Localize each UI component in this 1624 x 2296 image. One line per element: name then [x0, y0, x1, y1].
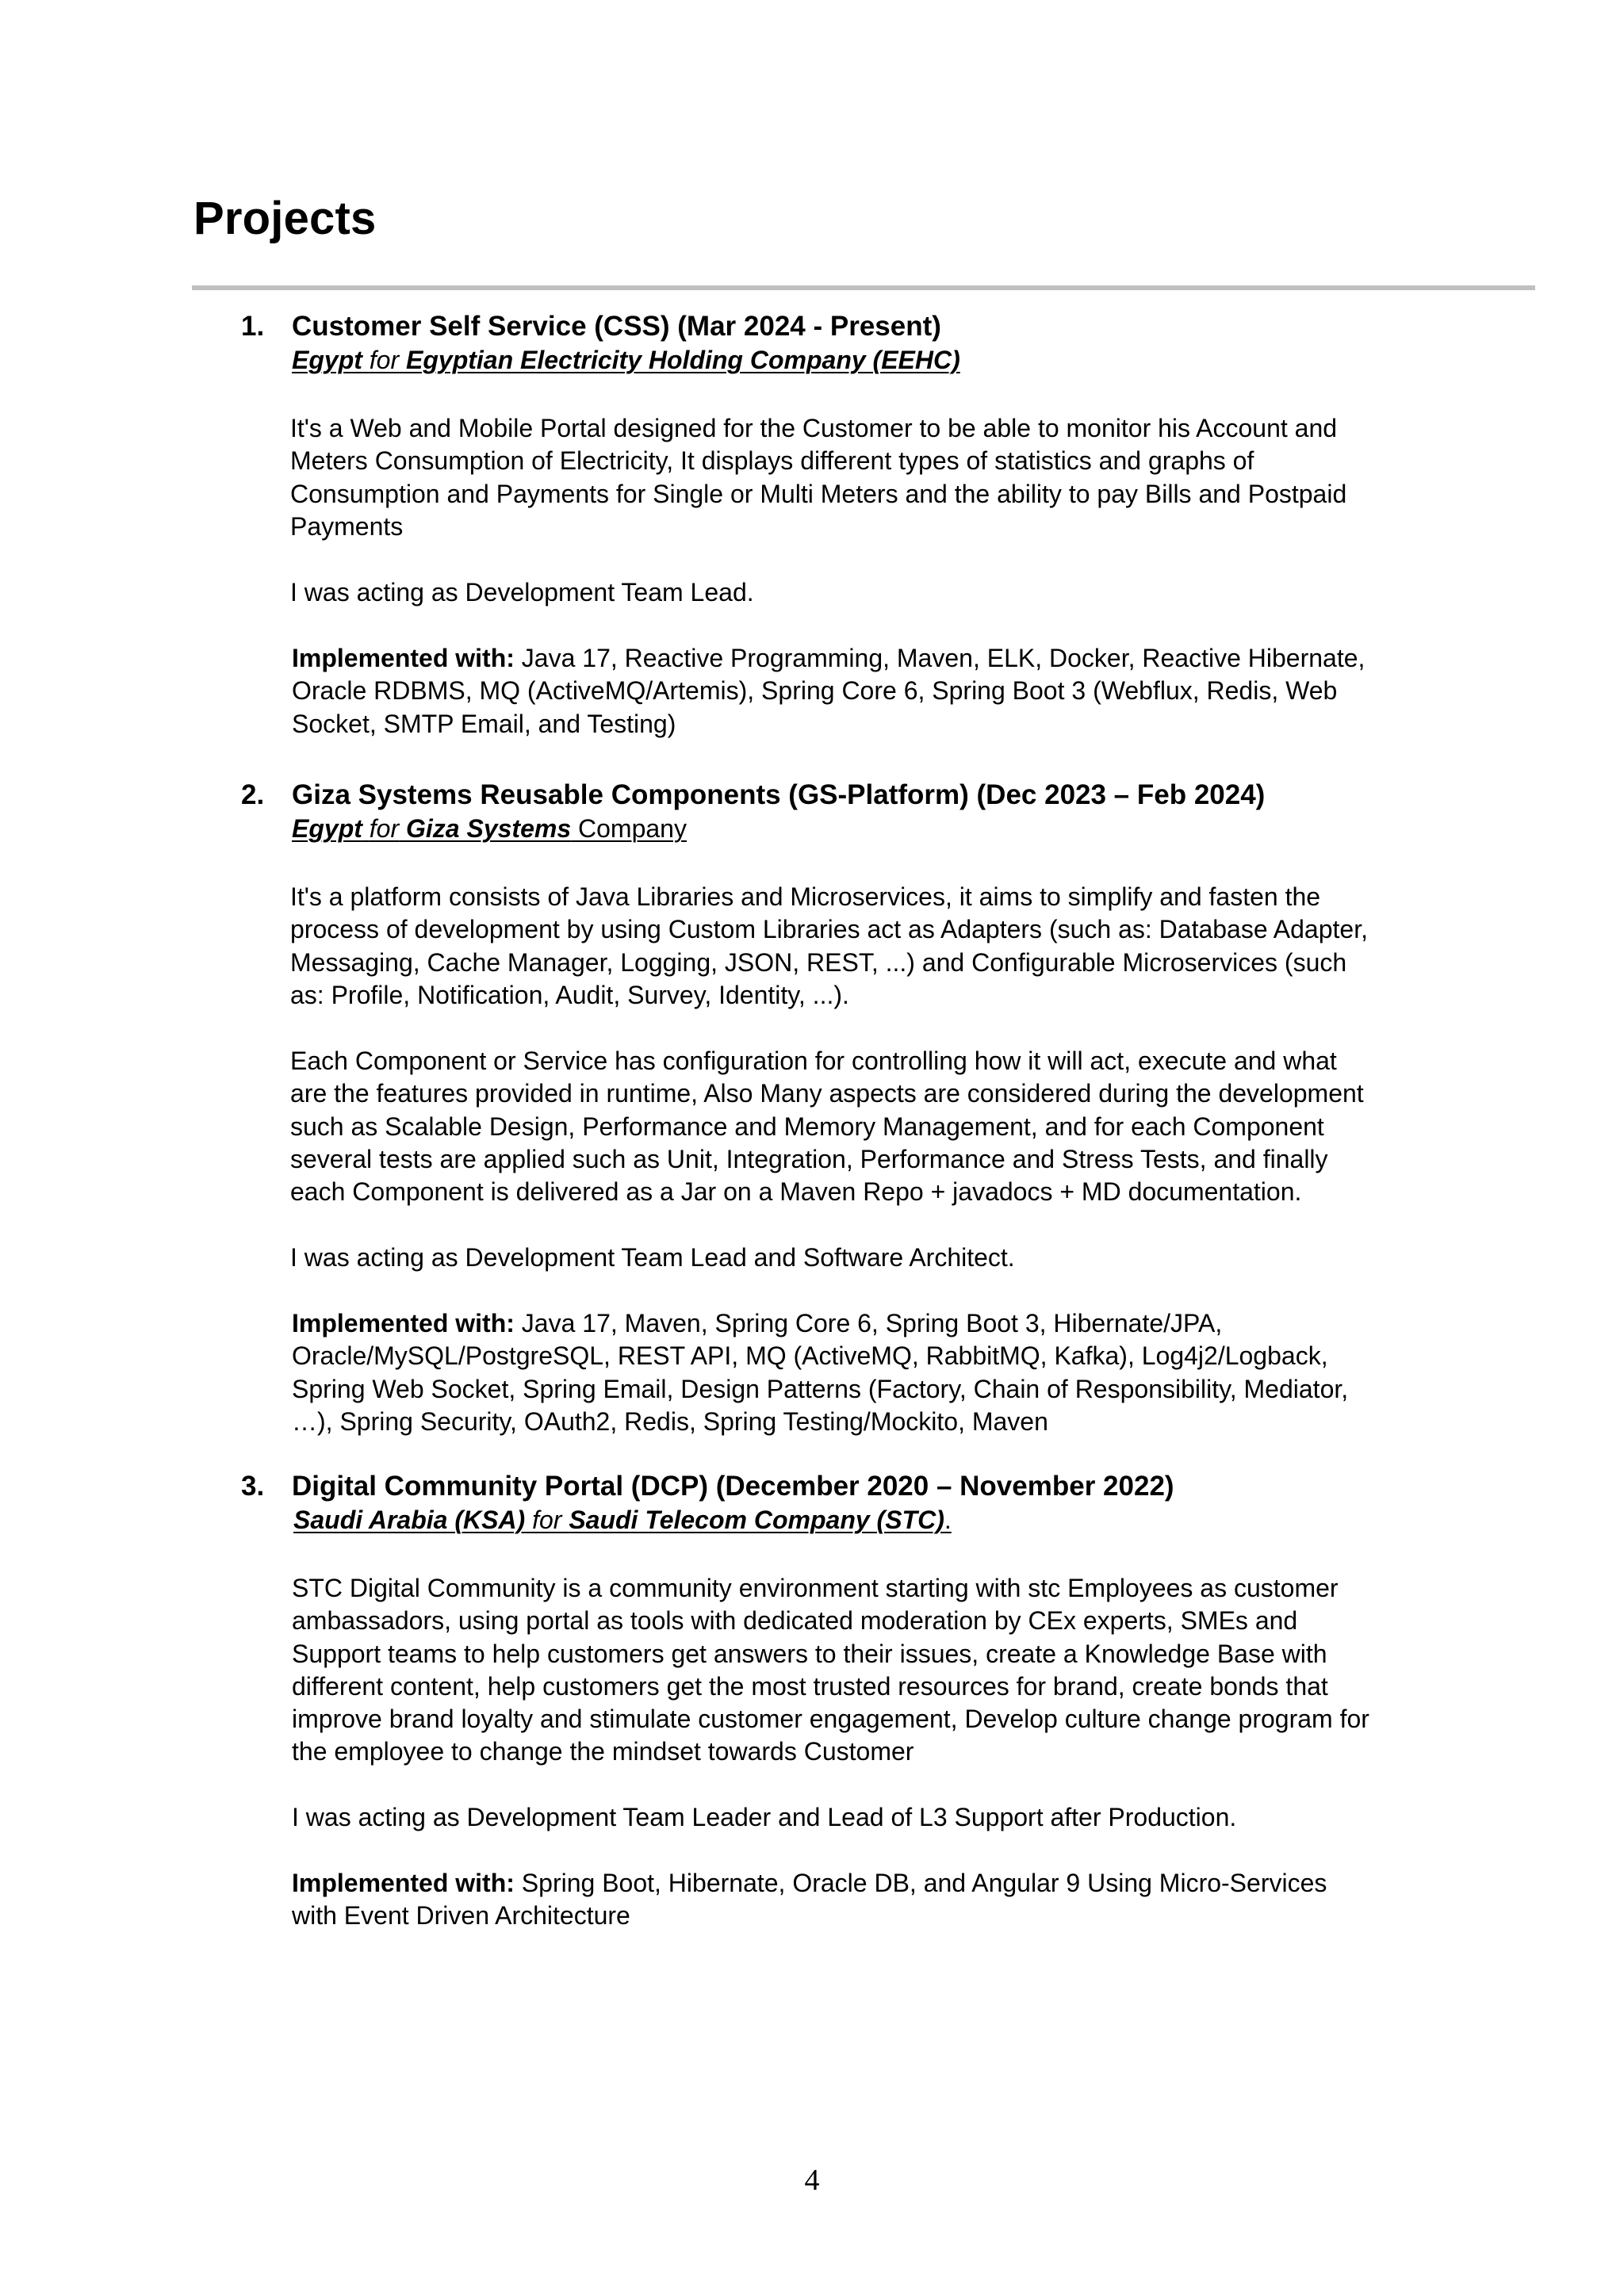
project-3-number: 3.	[241, 1471, 265, 1502]
description-line: Payments	[290, 511, 404, 541]
project-1-client	[292, 346, 960, 375]
project-1-for: for	[369, 346, 400, 374]
project-3-description	[292, 1572, 1473, 1769]
project-3-company-suffix: .	[944, 1506, 952, 1534]
description-line: as: Profile, Notification, Audit, Survey, Identity, ...).	[290, 980, 849, 1009]
project-3-client	[293, 1506, 952, 1535]
page-title: Projects	[193, 193, 377, 244]
implemented-line: …), Spring Security, OAuth2, Redis, Spring Testing/Mockito, Maven	[292, 1406, 1048, 1436]
project-2-title: Giza Systems Reusable Components (GS-Platform) (Dec 2023 – Feb 2024)	[292, 779, 1266, 810]
implemented-line: Spring Web Socket, Spring Email, Design Patterns (Factory, Chain of Responsibility, Mediator,	[292, 1374, 1349, 1403]
description-line: different content, help customers get the most trusted resources for brand, create bonds that	[292, 1671, 1328, 1701]
project-2-role	[290, 1242, 1472, 1274]
role-text: I was acting as Development Team Leader and Lead of L3 Support after Production.	[292, 1803, 1237, 1831]
description-line: Messaging, Cache Manager, Logging, JSON, REST, ...) and Configurable Microservices (such	[290, 947, 1347, 977]
description-line: several tests are applied such as Unit, Integration, Performance and Stress Tests, and finally	[290, 1144, 1328, 1173]
project-1-title: Customer Self Service (CSS) (Mar 2024 - Present)	[292, 311, 941, 342]
description-line: such as Scalable Design, Performance and Memory Management, and for each Component	[290, 1112, 1324, 1141]
implemented-line: Oracle RDBMS, MQ (ActiveMQ/Artemis), Spring Core 6, Spring Boot 3 (Webflux, Redis, Web	[292, 676, 1338, 706]
project-1-role	[290, 576, 1472, 609]
description-line: Consumption and Payments for Single or Multi Meters and the ability to pay Bills and Postpaid	[290, 479, 1347, 508]
project-2-implemented	[292, 1307, 1473, 1438]
project-2-number: 2.	[241, 779, 265, 810]
implemented-line: Oracle/MySQL/PostgreSQL, REST API, MQ (ActiveMQ, RabbitMQ, Kafka), Log4j2/Logback,	[292, 1341, 1328, 1371]
description-line: process of development by using Custom Libraries act as Adapters (such as: Database Adapter,	[290, 915, 1368, 944]
implemented-line: Spring Boot, Hibernate, Oracle DB, and Angular 9 Using Micro-Services	[514, 1869, 1327, 1897]
role-text: I was acting as Development Team Lead and Software Architect.	[290, 1243, 1015, 1272]
page-number: 4	[804, 2164, 820, 2197]
project-1-number: 1.	[241, 311, 265, 342]
project-1-description	[290, 412, 1472, 543]
description-line: the employee to change the mindset towards Customer	[292, 1737, 914, 1766]
description-line: are the features provided in runtime, Also Many aspects are considered during the development	[290, 1079, 1364, 1108]
implemented-label: Implemented with:	[292, 1869, 515, 1897]
description-line: Support teams to help customers get answers to their issues, create a Knowledge Base with	[292, 1639, 1327, 1668]
implemented-line: with Event Driven Architecture	[292, 1901, 630, 1931]
description-line: It's a Web and Mobile Portal designed for the Customer to be able to monitor his Account and	[290, 414, 1338, 442]
project-1-country: Egypt	[292, 346, 362, 374]
project-3-role	[292, 1801, 1473, 1834]
project-3-implemented	[292, 1867, 1473, 1933]
implemented-label: Implemented with:	[292, 1309, 515, 1337]
description-line: improve brand loyalty and stimulate customer engagement, Develop culture change program for	[292, 1705, 1369, 1734]
project-1-implemented	[292, 642, 1473, 740]
project-2-country: Egypt	[292, 814, 362, 843]
project-2-description-2	[290, 1045, 1472, 1208]
project-3-company: Saudi Telecom Company (STC)	[569, 1506, 944, 1534]
project-2-client	[292, 814, 687, 844]
implemented-line: Java 17, Reactive Programming, Maven, ELK, Docker, Reactive Hibernate,	[514, 644, 1365, 672]
description-line: It's a platform consists of Java Libraries and Microservices, it aims to simplify and fasten the	[290, 882, 1321, 911]
description-line: Meters Consumption of Electricity, It displays different types of statistics and graphs of	[290, 446, 1254, 476]
project-2-company: Giza Systems	[406, 814, 572, 843]
implemented-line: Socket, SMTP Email, and Testing)	[292, 709, 676, 738]
project-2-description	[290, 881, 1472, 1012]
description-line: STC Digital Community is a community environment starting with stc Employees as customer	[292, 1574, 1339, 1602]
implemented-line: Java 17, Maven, Spring Core 6, Spring Boot 3, Hibernate/JPA,	[514, 1309, 1223, 1337]
implemented-label: Implemented with:	[292, 644, 515, 672]
project-3-title: Digital Community Portal (DCP) (December 2020 – November 2022)	[292, 1471, 1174, 1502]
project-3-country: Saudi Arabia (KSA)	[293, 1506, 526, 1534]
project-1-company: Egyptian Electricity Holding Company (EEHC)	[406, 346, 960, 374]
description-line: ambassadors, using portal as tools with dedicated moderation by CEx experts, SMEs and	[292, 1606, 1298, 1636]
description-line: each Component is delivered as a Jar on a Maven Repo + javadocs + MD documentation.	[290, 1177, 1302, 1207]
project-3-for: for	[532, 1506, 562, 1534]
heading-divider	[192, 285, 1535, 290]
project-2-for: for	[369, 814, 400, 843]
description-line: Each Component or Service has configuration for controlling how it will act, execute and what	[290, 1047, 1337, 1075]
role-text: I was acting as Development Team Lead.	[290, 578, 754, 607]
project-2-company-suffix: Company	[578, 814, 687, 843]
